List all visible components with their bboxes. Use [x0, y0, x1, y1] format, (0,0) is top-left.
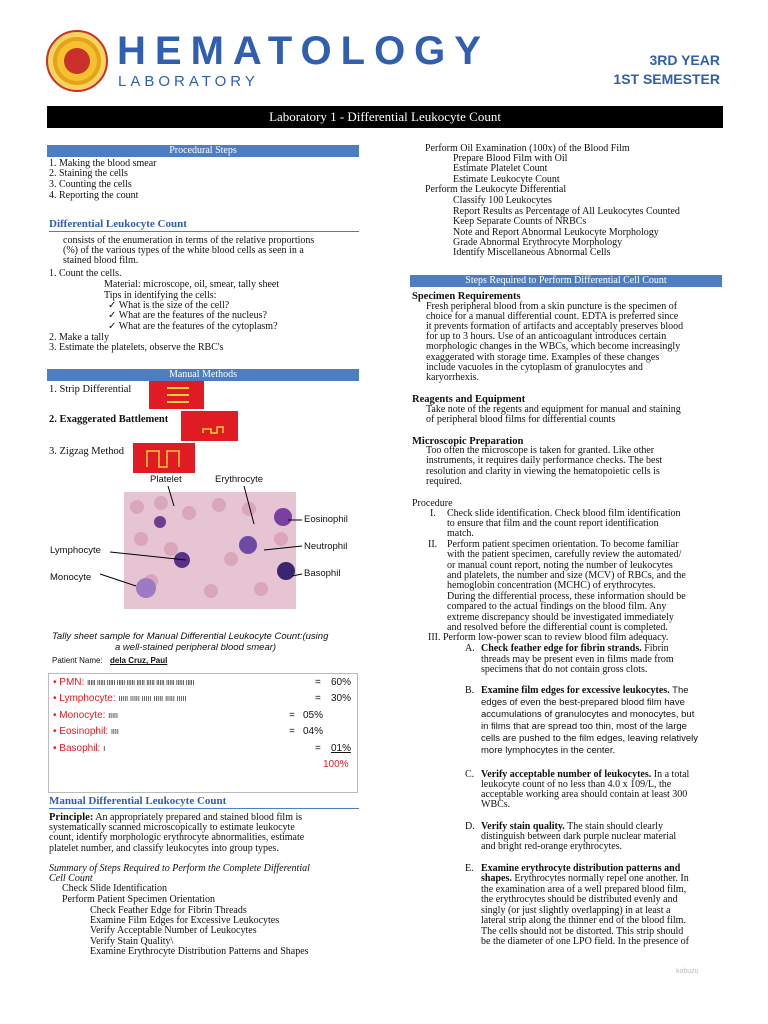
substep-text: and bright red-orange erythrocytes.: [481, 841, 623, 852]
procedure-text: and resolved before the differential count is completed.: [447, 622, 668, 633]
tally-marks: IIII: [110, 729, 119, 736]
specimen-text: choice for a manual differential count. EDTA is preferred since: [426, 311, 679, 322]
patient-name-value: dela Cruz, Paul: [110, 656, 168, 665]
substep-text: accumulations of granulocytes and monocytes, but: [481, 709, 695, 720]
tally-marks: IIIII IIIII IIIII IIIII IIIII IIIII IIIII IIIII IIIII IIIII IIIII: [87, 680, 194, 687]
zigzag-diagram: [133, 443, 195, 473]
steps-required-heading: Steps Required to Perform Differential Cell Count: [410, 275, 722, 287]
procedure-text: to ensure that film and the count report identification: [447, 518, 659, 529]
substep-text: singly (or just slightly overlapping) in at least a: [481, 905, 671, 916]
mdlc-principle-line: systematically scanned microscopically to estimate leukocyte: [49, 822, 295, 833]
procedural-step: 3. Counting the cells: [49, 179, 132, 190]
substep-b-text: Examine film edges for excessive leukocytes. The: [481, 685, 689, 696]
mdlc-principle-line: platelet number, and classify leukocytes into group types.: [49, 843, 279, 854]
procedural-steps-heading: Procedural Steps: [47, 145, 359, 157]
tally-cell-type: • Eosinophil:: [53, 726, 109, 737]
substep-text: the examination area of a well prepared blood film,: [481, 884, 687, 895]
patient-name-label: Patient Name:: [52, 656, 103, 665]
substep-letter: A.: [465, 643, 475, 654]
summary-caption: Summary of Steps Required to Perform the Complete Differential: [49, 863, 310, 874]
label-monocyte: Monocyte: [50, 572, 92, 583]
specimen-text: for up to 3 hours. Use of an anticoagulant introduces certain: [426, 331, 667, 342]
substep-text: leukocyte count of no less than 4.0 x 109/L, the: [481, 779, 672, 790]
tally-equals: =: [289, 710, 295, 721]
summary-substep: Examine Film Edges for Excessive Leukocytes: [90, 915, 280, 926]
microscopic-heading: Microscopic Preparation: [412, 436, 524, 447]
lab-banner: Laboratory 1 - Differential Leukocyte Count: [47, 106, 723, 128]
procedural-step: 4. Reporting the count: [49, 190, 139, 201]
summary-substep: Verify Stain Quality\: [90, 936, 174, 947]
substep-letter: C.: [465, 769, 475, 780]
procedure-heading: Procedure: [412, 498, 453, 509]
tally-marks: I: [103, 746, 106, 753]
substep-text: be the diameter of one LPO field. In the presence of: [481, 936, 689, 947]
substep-d-text: Verify stain quality. The stain should clearly: [481, 821, 663, 832]
tally-percent: 60%: [331, 677, 352, 688]
procedure-text: hemoglobin concentration (MCHC) of erythrocytes.: [447, 580, 656, 591]
tally-sheet: [48, 673, 358, 793]
substep-text: WBCs.: [481, 799, 511, 810]
tally-percent: 01%: [331, 743, 352, 754]
tally-percent: 05%: [303, 710, 324, 721]
dlc-step-3: 3. Estimate the platelets, observe the RBC's: [49, 342, 224, 353]
substep-text: lateral strip along the thinner end of the blood film.: [481, 915, 686, 926]
oil-exam-step: Perform Oil Examination (100x) of the Blood Film: [425, 143, 630, 154]
footer-watermark: kobuzu: [676, 968, 699, 975]
differential-item: Keep Separate Counts of NRBCs: [453, 216, 587, 227]
method-battlement-label: 2. Exaggerated Battlement: [49, 414, 169, 425]
tally-percent: 30%: [331, 693, 352, 704]
manual-methods-heading: Manual Methods: [47, 369, 359, 381]
procedure-text: and platelets, the number and size (MCV) of RBCs, and the: [447, 570, 686, 581]
differential-item: Note and Report Abnormal Leukocyte Morphology: [453, 227, 659, 238]
microscopic-text: required.: [426, 476, 462, 487]
substep-e-text: shapes. Erythrocytes normally repel one another. In: [481, 873, 689, 884]
zigzag-path-icon: [133, 443, 195, 473]
specimen-text: include vacuoles in the cytoplasm of granulocytes and: [426, 362, 643, 373]
dlc-question: ✓ What are the features of the cytoplasm?: [108, 321, 278, 332]
oil-exam-item: Estimate Leukocyte Count: [453, 174, 560, 185]
reagents-text: Take note of the regents and equipment for manual and staining: [426, 404, 681, 415]
tally-cell-type: • Monocyte:: [53, 710, 106, 721]
substep-text: distinguish between dark purple nuclear material: [481, 831, 677, 842]
oil-exam-item: Prepare Blood Film with Oil: [453, 153, 568, 164]
differential-item: Identify Miscellaneous Abnormal Cells: [453, 247, 611, 258]
method-strip-label: 1. Strip Differential: [49, 384, 132, 395]
year-label: 3RD YEAR: [649, 52, 720, 68]
mdlc-principle-line: count, identify morphologic erythrocyte abnormalities, estimate: [49, 832, 305, 843]
substep-c-text: Verify acceptable number of leukocytes. In a total: [481, 769, 690, 780]
page-title: HEMATOLOGY: [117, 29, 490, 73]
substep-text: The cells should not be distorted. This strip should: [481, 926, 684, 937]
specimen-text: morphologic changes in the WBCs, which become increasingly: [426, 341, 681, 352]
procedural-step: 1. Making the blood smear: [49, 158, 157, 169]
procedure-text: with the patient specimen, carefully review the automated/: [447, 549, 682, 560]
specimen-heading: Specimen Requirements: [412, 291, 521, 302]
substep-text: cells are pushed to the film edges, leaving relatively: [481, 733, 699, 744]
specimen-text: exaggerated with storage time. Examples of these changes: [426, 352, 660, 363]
tally-equals: =: [289, 726, 295, 737]
tally-percent: 04%: [303, 726, 324, 737]
smear-callout-arrows: [96, 486, 326, 590]
page-subtitle: LABORATORY: [118, 73, 259, 90]
tally-caption: a well-stained peripheral blood smear): [115, 642, 277, 653]
dlc-tips: Tips in identifying the cells:: [104, 290, 217, 301]
tally-marks: IIIII: [108, 713, 118, 720]
semester-label: 1ST SEMESTER: [613, 71, 720, 87]
battlement-diagram: [181, 411, 238, 441]
differential-item: Classify 100 Leukocytes: [453, 195, 552, 206]
microscopic-text: Too often the microscope is taken for granted. Like other: [426, 445, 655, 456]
procedure-text: During the differential process, these information should be: [447, 591, 686, 602]
procedure-text: III. Perform low-power scan to review blood film adequacy.: [428, 632, 669, 643]
tally-equals: =: [315, 677, 321, 688]
mdlc-heading: Manual Differential Leukocyte Count: [49, 796, 359, 809]
procedure-text: Perform patient specimen orientation. To become familiar: [447, 539, 679, 550]
dlc-intro-line: (%) of the various types of the white blood cells as seen in a: [63, 245, 304, 256]
tally-cell-type: • PMN:: [53, 677, 85, 688]
microscopic-text: instruments, it requires daily performance checks. The best: [426, 455, 663, 466]
substep-letter: E.: [465, 863, 474, 874]
substep-text: acceptable working area should contain at least 300: [481, 789, 688, 800]
procedure-text: Check slide identification. Check blood film identification: [447, 508, 681, 519]
summary-caption: Cell Count: [49, 873, 93, 884]
differential-step: Perform the Leukocyte Differential: [425, 184, 567, 195]
dlc-intro-line: stained blood film.: [63, 255, 139, 266]
oil-exam-item: Estimate Platelet Count: [453, 163, 548, 174]
procedure-numeral: I.: [430, 508, 436, 519]
label-eosinophil: Eosinophil: [304, 514, 348, 525]
strip-differential-diagram: [149, 381, 204, 409]
tally-equals: =: [315, 743, 321, 754]
tally-marks: IIIII IIIII IIIII IIIII IIIII IIIII: [118, 696, 187, 703]
tally-cell-type: • Lymphocyte:: [53, 693, 116, 704]
tally-equals: =: [315, 693, 321, 704]
procedure-text: match.: [447, 528, 474, 539]
summary-substep: Verify Acceptable Number of Leukocytes: [90, 925, 257, 936]
reagents-text: of peripheral blood films for differential counts: [426, 414, 616, 425]
substep-e-heading: Examine erythrocyte distribution patterns and: [481, 863, 681, 874]
microscopic-text: resolution and clarity in viewing the hematopoietic cells is: [426, 466, 660, 477]
dlc-heading: Differential Leukocyte Count: [49, 219, 359, 232]
label-neutrophil: Neutrophil: [304, 541, 348, 552]
specimen-text: karyorrhexis.: [426, 372, 480, 383]
dlc-question: ✓ What is the size of the cell?: [108, 300, 230, 311]
summary-step: Perform Patient Specimen Orientation: [62, 894, 216, 905]
procedure-numeral: II.: [428, 539, 438, 550]
procedural-step: 2. Staining the cells: [49, 168, 128, 179]
tally-caption: Tally sheet sample for Manual Differential Leukocyte Count:(using: [52, 631, 329, 642]
procedure-text: extreme discrepancy should be investigated immediately: [447, 612, 674, 623]
battlement-path-icon: [181, 411, 238, 441]
tally-cell-type: • Basophil:: [53, 743, 101, 754]
summary-substep: Check Feather Edge for Fibrin Threads: [90, 905, 247, 916]
summary-step: Check Slide Identification: [62, 883, 167, 894]
dlc-material: Material: microscope, oil, smear, tally sheet: [104, 279, 280, 290]
substep-a-text: Check feather edge for fibrin strands. Fibrin: [481, 643, 669, 654]
substep-text: the erythrocytes should be distributed evenly and: [481, 894, 678, 905]
substep-letter: B.: [465, 685, 475, 696]
label-platelet: Platelet: [150, 474, 182, 485]
method-zigzag-label: 3. Zigzag Method: [49, 446, 124, 457]
substep-text: threads may be present even in films made from: [481, 654, 674, 665]
dlc-question: ✓ What are the features of the nucleus?: [108, 310, 267, 321]
mdlc-principle: Principle: An appropriately prepared and stained blood film is: [49, 812, 303, 823]
reagents-heading: Reagents and Equipment: [412, 394, 526, 405]
dlc-intro-line: consists of the enumeration in terms of the relative proportions: [63, 235, 315, 246]
substep-text: specimens that do not contain gross clots.: [481, 664, 648, 675]
label-basophil: Basophil: [304, 568, 341, 579]
dlc-step-1: 1. Count the cells.: [49, 268, 122, 279]
summary-substep: Examine Erythrocyte Distribution Patterns and Shapes: [90, 946, 309, 957]
procedure-text: compared to the actual findings on the blood film. Any: [447, 601, 667, 612]
procedure-text: or manual count report, noting the number of leukocytes: [447, 560, 673, 571]
substep-text: in films that are spread too thin, most of the large: [481, 721, 687, 732]
label-lymphocyte: Lymphocyte: [50, 545, 101, 556]
substep-letter: D.: [465, 821, 475, 832]
substep-text: edges of even the best-prepared blood film have: [481, 697, 685, 708]
specimen-text: it prevents formation of artifacts and acceptably preserves blood: [426, 321, 684, 332]
label-erythrocyte: Erythrocyte: [215, 474, 264, 485]
dlc-step-2: 2. Make a tally: [49, 332, 109, 343]
differential-item: Grade Abnormal Erythrocyte Morphology: [453, 237, 623, 248]
substep-text: more lymphocytes in the center.: [481, 745, 616, 756]
tally-total: 100%: [323, 759, 349, 770]
differential-item: Report Results as Percentage of All Leukocytes Counted: [453, 206, 680, 217]
specimen-text: Fresh peripheral blood from a skin puncture is the specimen of: [426, 301, 678, 312]
school-seal-logo: [46, 30, 108, 92]
